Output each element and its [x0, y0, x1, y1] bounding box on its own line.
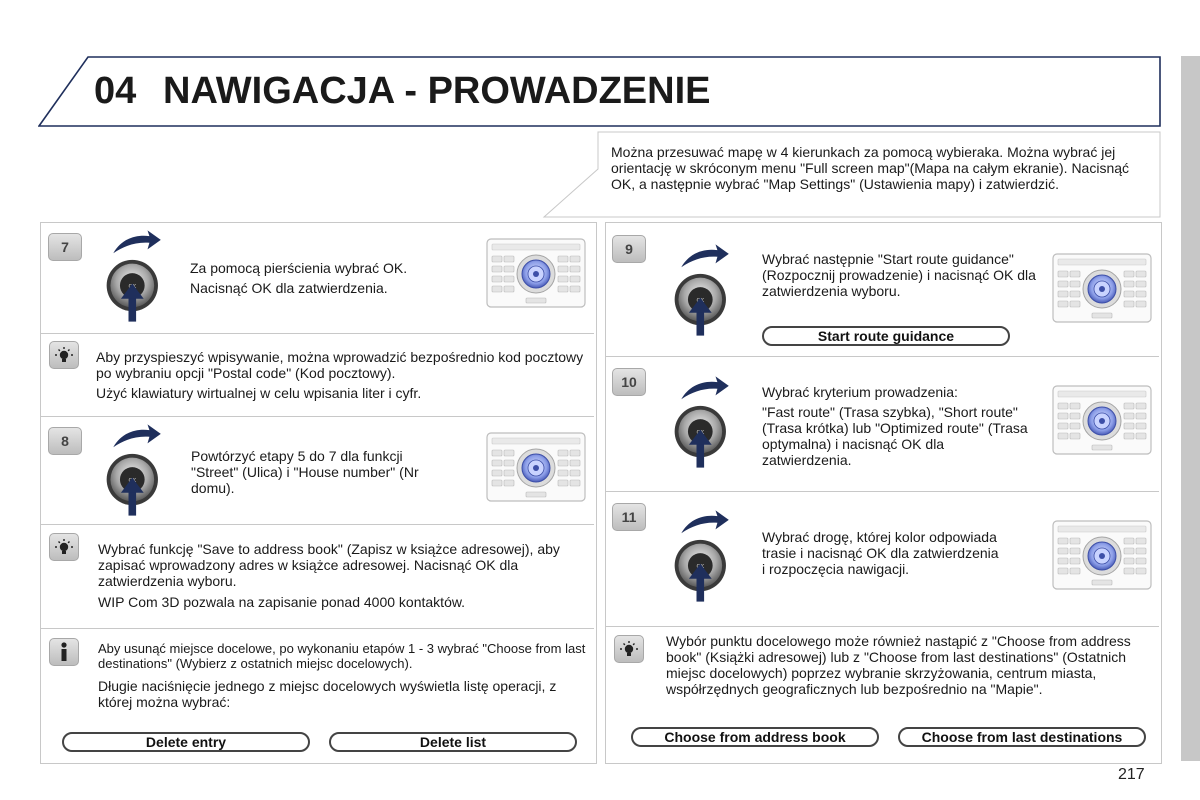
- tip-1-badge: [49, 341, 79, 369]
- console-thumbnail-icon: [1052, 385, 1152, 455]
- console-thumbnail-icon: [486, 238, 586, 308]
- divider: [41, 416, 594, 417]
- console-thumbnail-icon: [1052, 253, 1152, 323]
- info-icon: [54, 641, 74, 663]
- step-10-badge: 10: [612, 368, 646, 396]
- step-7-badge: 7: [48, 233, 82, 261]
- console-thumbnail-icon: [1052, 520, 1152, 590]
- tip-3-text: Wybór punktu docelowego może również nastąpić z "Choose from address book" (Książki adresowej) lub z "Choose from last destinations" (Ostatnich miejsc docelowych) poprzez wybranie skrzyżowania, centrum miasta, współrzędnych geograficznych lub bezpośrednio na "Mapie".: [666, 633, 1131, 697]
- step-11-text: Wybrać drogę, której kolor odpowiada trasie i nacisnąć OK dla zatwierdzenia i rozpoczęcia nawigacji.: [762, 529, 999, 577]
- rotary-selector-icon: [100, 420, 176, 520]
- tip-2-para1: Wybrać funkcję "Save to address book" (Zapisz w książce adresowej), aby zapisać wprowadzony adres w książce adresowej. Nacisnąć OK dla zatwierdzenia wyboru.: [98, 541, 560, 589]
- chapter-number: 04: [94, 70, 137, 112]
- divider: [606, 491, 1159, 492]
- delete-entry-button[interactable]: Delete entry: [62, 732, 310, 752]
- delete-list-button[interactable]: Delete list: [329, 732, 577, 752]
- step-9-text: Wybrać następnie "Start route guidance" (Rozpocznij prowadzenie) i nacisnąć OK dla zatwierdzenia wyboru.: [762, 251, 1036, 299]
- divider: [41, 524, 594, 525]
- rotary-selector-icon: [668, 372, 744, 472]
- tip-1-para2: Użyć klawiatury wirtualnej w celu wpisania liter i cyfr.: [96, 385, 422, 401]
- page-number: 217: [1118, 766, 1145, 783]
- intro-text: Można przesuwać mapę w 4 kierunkach za pomocą wybieraka. Można wybrać jej orientację w skróconym menu "Full screen map"(Mapa na całym ekranie). Nacisnąć OK, a następnie wybrać "Map Settings" (Ustawienia mapy) i zatwierdzić.: [611, 144, 1130, 192]
- step-11-badge: 11: [612, 503, 646, 531]
- info-para2: Długie naciśnięcie jednego z miejsc docelowych wyświetla listę operacji, z której można wybrać:: [98, 678, 557, 710]
- lightbulb-icon: [54, 537, 74, 557]
- step-7-line2: Nacisnąć OK dla zatwierdzenia.: [190, 280, 388, 296]
- rotary-selector-icon: [100, 226, 176, 326]
- step-7-line1: Za pomocą pierścienia wybrać OK.: [190, 260, 408, 276]
- page-title: NAWIGACJA - PROWADZENIE: [163, 70, 711, 112]
- choose-from-last-destinations-button[interactable]: Choose from last destinations: [898, 727, 1146, 747]
- info-text: [98, 641, 588, 710]
- tip-2-badge: [49, 533, 79, 561]
- step-8-badge: 8: [48, 427, 82, 455]
- tip-3-badge: [614, 635, 644, 663]
- lightbulb-icon: [54, 345, 74, 365]
- start-route-guidance-button[interactable]: Start route guidance: [762, 326, 1010, 346]
- divider: [606, 626, 1159, 627]
- step-9-badge: 9: [612, 235, 646, 263]
- divider: [41, 333, 594, 334]
- step-10-text: [762, 384, 1032, 468]
- step-10-line2: "Fast route" (Trasa szybka), "Short route" (Trasa krótka) lub "Optimized route" (Trasa optymalna) i nacisnąć OK dla zatwierdzenia.: [762, 404, 1028, 468]
- tip-2-para2: WIP Com 3D pozwala na zapisanie ponad 4000 kontaktów.: [98, 594, 466, 610]
- info-badge: [49, 638, 79, 666]
- divider: [606, 356, 1159, 357]
- tip-1-para1: Aby przyspieszyć wpisywanie, można wprowadzić bezpośrednio kod pocztowy po wybraniu opcji "Postal code" (Kod pocztowy).: [96, 349, 584, 381]
- side-tab: [1181, 56, 1200, 761]
- choose-from-address-book-button[interactable]: Choose from address book: [631, 727, 879, 747]
- rotary-selector-icon: [668, 240, 744, 340]
- divider: [41, 628, 594, 629]
- rotary-selector-icon: [668, 506, 744, 606]
- info-para1: Aby usunąć miejsce docelowe, po wykonaniu etapów 1 - 3 wybrać "Choose from last destinations" (Wybierz z ostatnich miejsc docelowych).: [98, 641, 586, 671]
- step-7-text: [190, 260, 480, 296]
- console-thumbnail-icon: [486, 432, 586, 502]
- tip-1-text: [96, 349, 586, 401]
- tip-2-text: [98, 541, 588, 610]
- step-10-line1: Wybrać kryterium prowadzenia:: [762, 384, 958, 400]
- step-8-text: Powtórzyć etapy 5 do 7 dla funkcji "Street" (Ulica) i "House number" (Nr domu).: [191, 448, 419, 496]
- lightbulb-icon: [619, 639, 639, 659]
